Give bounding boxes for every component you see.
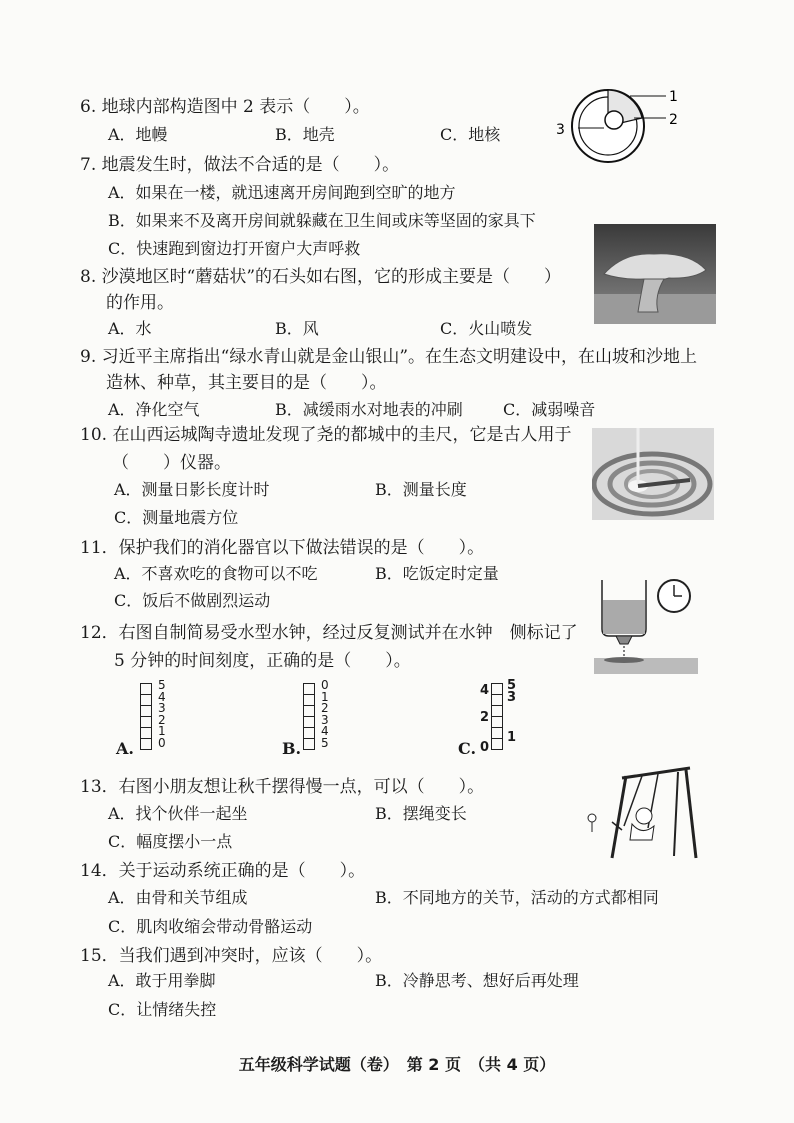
question-8-cont: 的作用。 — [106, 293, 174, 313]
q13-option-c: C．幅度摆小一点 — [108, 832, 233, 851]
q8-option-b: B．风 — [275, 319, 319, 338]
question-6: 6. 地球内部构造图中 2 表示（ ）。 — [80, 97, 370, 117]
scale-b-mark: 1 — [321, 689, 329, 704]
scale-a-numbers — [158, 680, 166, 749]
question-11: 11．保护我们的消化器官以下做法错误的是（ ）。 — [80, 538, 485, 558]
question-7: 7. 地震发生时，做法不合适的是（ ）。 — [80, 155, 400, 175]
q15-option-b: B．冷静思考、想好后再处理 — [375, 971, 579, 990]
swing-figure — [582, 766, 700, 862]
mushroom-rock-photo — [594, 224, 716, 324]
guichi-photo — [592, 428, 714, 520]
q13-option-b: B．摆绳变长 — [375, 804, 467, 823]
scale-a-mark: 1 — [158, 724, 166, 738]
question-9: 9. 习近平主席指出“绿水青山就是金山银山”。在生态文明建设中，在山坡和沙地上 — [80, 347, 698, 367]
question-14: 14．关于运动系统正确的是（ ）。 — [80, 861, 366, 881]
q9-option-c: C．减弱噪音 — [503, 400, 596, 419]
earth-label-3: 3 — [556, 122, 565, 138]
earth-label-1: 1 — [669, 89, 678, 105]
q7-option-b: B．如果来不及离开房间就躲藏在卫生间或床等坚固的家具下 — [108, 211, 536, 230]
q9-option-b: B．减缓雨水对地表的冲刷 — [275, 400, 463, 419]
q11-option-a: A．不喜欢吃的食物可以不吃 — [114, 564, 318, 583]
scale-c-right-3: 3 — [507, 690, 517, 705]
scale-b-mark: 2 — [321, 701, 329, 715]
question-10: 10. 在山西运城陶寺遗址发现了尧的都城中的圭尺，它是古人用于 — [80, 425, 572, 445]
question-12-cont: 5 分钟的时间刻度，正确的是（ ）。 — [114, 651, 411, 671]
q8-option-a: A．水 — [108, 319, 152, 338]
scale-c-left-2: 2 — [480, 710, 490, 725]
q12-option-c: C. — [458, 739, 477, 758]
scale-c-tube — [491, 683, 503, 750]
scale-a-mark: 0 — [158, 735, 166, 750]
q14-option-a: A．由骨和关节组成 — [108, 888, 248, 907]
page-footer: 五年级科学试题（卷） 第 2 页 （共 4 页） — [238, 1055, 556, 1074]
q15-option-a: A．敢于用拳脚 — [108, 971, 216, 990]
q10-option-b: B．测量长度 — [375, 480, 467, 499]
scale-a-mark: 5 — [158, 678, 166, 692]
q10-option-a: A．测量日影长度计时 — [114, 480, 270, 499]
scale-a-mark: 3 — [158, 701, 166, 715]
q10-option-c: C．测量地震方位 — [114, 508, 239, 527]
q14-option-c: C．肌肉收缩会带动骨骼运动 — [108, 917, 313, 936]
scale-a-tube — [140, 683, 152, 750]
earth-label-2: 2 — [669, 112, 678, 128]
q13-option-a: A．找个伙伴一起坐 — [108, 804, 248, 823]
q15-option-c: C．让情绪失控 — [108, 1000, 217, 1019]
earth-structure-figure — [548, 88, 698, 168]
scale-c-left-4: 4 — [480, 683, 490, 698]
scale-c-right-5: 5 — [507, 678, 517, 693]
scale-a-mark: 2 — [158, 712, 166, 727]
question-15: 15．当我们遇到冲突时，应该（ ）。 — [80, 946, 383, 966]
q8-option-c: C．火山喷发 — [440, 319, 533, 338]
question-10-cont: （ ）仪器。 — [112, 453, 231, 473]
q6-option-c: C．地核 — [440, 125, 501, 144]
scale-c-left-0: 0 — [480, 740, 490, 755]
scale-b-mark: 3 — [321, 712, 329, 727]
question-13: 13．右图小朋友想让秋千摆得慢一点，可以（ ）。 — [80, 777, 485, 797]
q14-option-b: B．不同地方的关节，活动的方式都相同 — [375, 888, 659, 907]
q9-option-a: A．净化空气 — [108, 400, 200, 419]
scale-b-mark: 0 — [321, 678, 329, 692]
scale-a-mark: 4 — [158, 689, 166, 704]
scale-b-mark: 4 — [321, 724, 329, 738]
q7-option-a: A．如果在一楼，就迅速离开房间跑到空旷的地方 — [108, 183, 456, 202]
question-9-cont: 造林、种草，其主要目的是（ ）。 — [106, 373, 387, 393]
question-8: 8. 沙漠地区时“蘑菇状”的石头如右图，它的形成主要是（ ） — [80, 267, 562, 287]
question-12: 12．右图自制简易受水型水钟，经过反复测试并在水钟 侧标记了 — [80, 623, 578, 643]
scale-b-numbers — [321, 680, 329, 749]
q11-option-b: B．吃饭定时定量 — [375, 564, 499, 583]
water-clock-figure — [594, 574, 698, 674]
q7-option-c: C．快速跑到窗边打开窗户大声呼救 — [108, 239, 361, 258]
q12-option-b: B. — [282, 739, 302, 758]
q6-option-a: A．地幔 — [108, 125, 168, 144]
scale-b-tube — [303, 683, 315, 750]
scale-c-right-1: 1 — [507, 730, 517, 745]
scale-b-mark: 5 — [321, 735, 329, 750]
q11-option-c: C．饭后不做剧烈运动 — [114, 591, 271, 610]
q12-option-a: A. — [116, 739, 134, 758]
q6-option-b: B．地壳 — [275, 125, 335, 144]
